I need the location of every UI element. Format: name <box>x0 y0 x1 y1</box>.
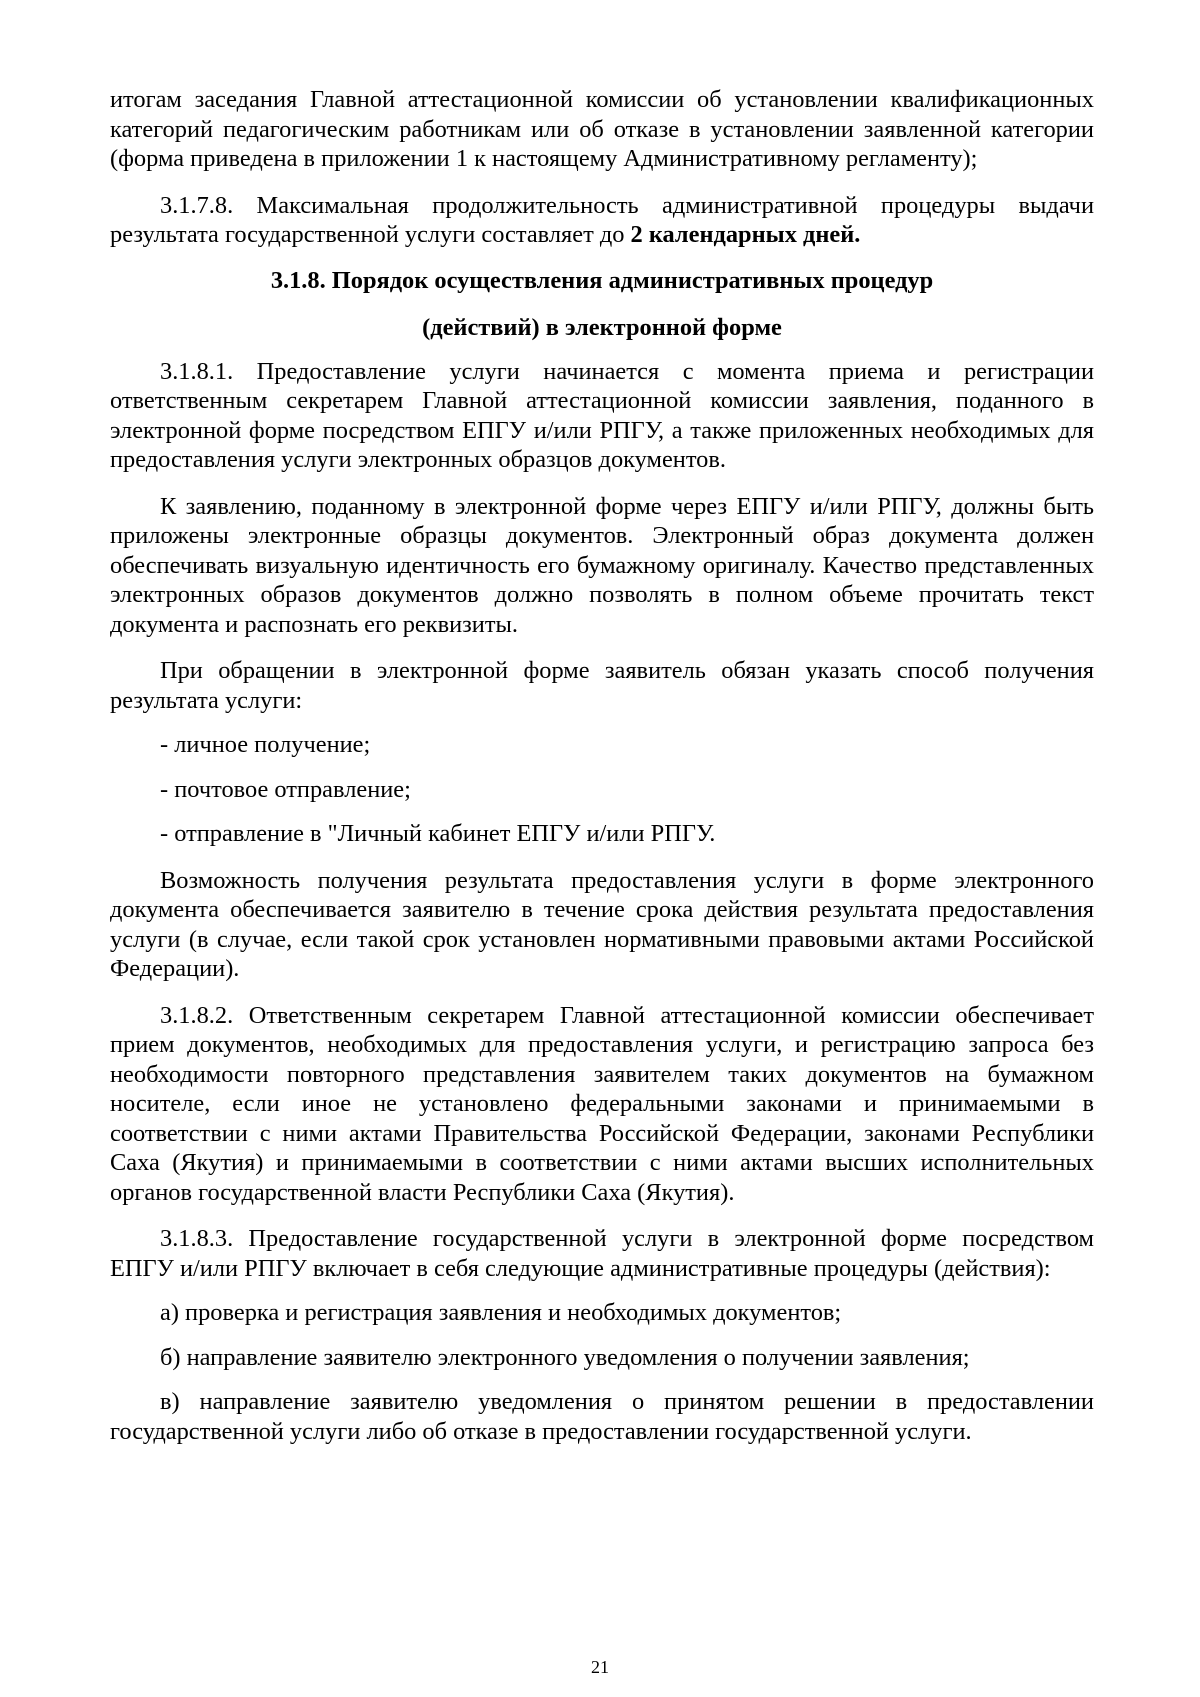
paragraph-3-1-8-1: 3.1.8.1. Предоставление услуги начинается с момента приема и регистрации ответственным секретарем Главной аттестационной комиссии заявления, поданного в электронной форме посредством ЕПГУ и/или РПГУ, а также приложенных необходимых для предоставления услуги электронных образцов документов. <box>110 357 1094 473</box>
paragraph-3-1-7-8 <box>110 191 1094 250</box>
list-item-b: б) направление заявителю электронного уведомления о получении заявления; <box>160 1343 970 1371</box>
list-item-c: в) направление заявителю уведомления о принятом решении в предоставлении государственной услуги либо об отказе в предоставлении государственной услуги. <box>110 1388 1094 1445</box>
document-body <box>110 85 1094 1446</box>
paragraph-possibility: Возможность получения результата предоставления услуги в форме электронного документа обеспечивается заявителю в течение срока действия результата предоставления услуги (в случае, если такой срок установлен нормативными правовыми актами Российской Федерации). <box>110 866 1094 982</box>
list-item-personal: - личное получение; <box>160 731 371 758</box>
page-number: 21 <box>591 1657 609 1677</box>
paragraph-3-1-8-2: 3.1.8.2. Ответственным секретарем Главной аттестационной комиссии обеспечивает прием документов, необходимых для предоставления услуги, и регистрацию запроса без необходимости повторного представления заявителем таких документов на бумажном носителе, если иное не установлено федеральными законами и принимаемыми в соответствии с ними актами Правительства Российской Федерации, законами Республики Саха (Якутия) и принимаемыми в соответствии с ними актами высших исполнительных органов государственной власти Республики Саха (Якутия). <box>110 1001 1094 1206</box>
paragraph-3-1-7-8-bold: 2 календарных дней. <box>630 221 861 248</box>
list-item-a: а) проверка и регистрация заявления и необходимых документов; <box>160 1299 842 1326</box>
section-heading-line-2: (действий) в электронной форме <box>422 314 782 341</box>
section-heading-line-1: 3.1.8. Порядок осуществления административных процедур <box>270 266 934 294</box>
paragraph-3-1-8-3: 3.1.8.3. Предоставление государственной услуги в электронной форме посредством ЕПГУ и/или РПГУ включает в себя следующие административные процедуры (действия): <box>110 1225 1094 1282</box>
list-item-cabinet: - отправление в "Личный кабинет ЕПГУ и/или РПГУ. <box>160 820 716 847</box>
paragraph-attachments: К заявлению, поданному в электронной форме через ЕПГУ и/или РПГУ, должны быть приложены электронные образцы документов. Электронный образ документа должен обеспечивать визуальную идентичность его бумажному оригиналу. Качество представленных электронных образов документов должно позволять в полном объеме прочитать текст документа и распознать его реквизиты. <box>110 492 1094 638</box>
list-item-postal: - почтовое отправление; <box>160 775 411 803</box>
paragraph-intro: итогам заседания Главной аттестационной комиссии об установлении квалификационных категорий педагогическим работникам или об отказе в установлении заявленной категории (форма приведена в приложении 1 к настоящему Административному регламенту); <box>110 86 1094 172</box>
paragraph-3-1-7-8-text: 3.1.7.8. Максимальная продолжительность административной процедуры выдачи результата государственной услуги составляет до <box>110 191 1094 248</box>
paragraph-receipt-method: При обращении в электронной форме заявитель обязан указать способ получения результата услуги: <box>110 657 1094 714</box>
